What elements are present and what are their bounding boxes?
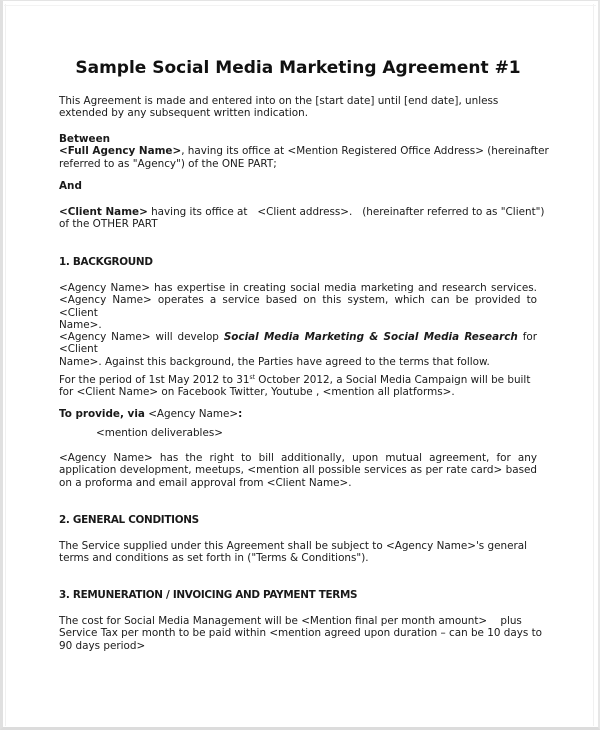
client-party-line: of the OTHER PART: [59, 218, 158, 231]
billing-paragraph: [59, 452, 537, 489]
section-heading-remuneration: 3. REMUNERATION / INVOICING AND PAYMENT TERMS: [59, 589, 358, 601]
text-run: <Agency Name> will develop: [59, 331, 224, 343]
paragraph-line: The Service supplied under this Agreement shall be subject to <Agency Name>'s general: [59, 540, 528, 552]
paragraph-line: <Agency Name> has the right to bill additionally, upon mutual agreement, for any: [59, 452, 537, 464]
between-label: Between: [59, 133, 111, 145]
and-label-block: [59, 180, 537, 192]
ordinal-suffix: st: [249, 374, 255, 381]
document-title: Sample Social Media Marketing Agreement #1: [75, 58, 521, 78]
text-run: October 2012, a Social Media Campaign will be built: [255, 374, 531, 386]
intro-line: extended by any subsequent written indication.: [59, 107, 309, 120]
agency-name-placeholder: <Full Agency Name>: [59, 145, 182, 158]
general-conditions-paragraph: [59, 540, 537, 565]
background-paragraph-2: [59, 331, 537, 368]
page-edge-left: [5, 4, 6, 726]
text-run: For the period of 1st May 2012 to 31: [59, 374, 250, 386]
client-party-text: having its office at <Client address>. (hereinafter referred to as "Client"): [147, 206, 545, 218]
client-name-placeholder: <Client Name>: [59, 206, 148, 218]
text-run: for <Client: [59, 331, 537, 356]
parties-agency: [59, 133, 549, 170]
provide-colon: :: [238, 408, 243, 420]
provide-agency: <Agency Name>: [144, 408, 239, 420]
paragraph-line: Service Tax per month to be paid within <mention agreed upon duration – can be 10 days to: [59, 627, 543, 640]
service-emphasis: Social Media Marketing & Social Media Research: [223, 331, 518, 343]
paragraph-line: <Agency Name> has expertise in creating social media marketing and research services.: [59, 282, 537, 294]
intro-paragraph: [59, 95, 537, 120]
page-edge-top: [4, 5, 596, 6]
client-party-line: [59, 206, 545, 218]
paragraph-line: on a proforma and email approval from <Client Name>.: [59, 476, 352, 489]
parties-client: [59, 206, 545, 231]
provide-via-line: [59, 408, 537, 420]
deliverables-line: [59, 427, 574, 439]
paragraph-line: Name>.: [59, 318, 102, 331]
paragraph-line: [59, 408, 537, 420]
paragraph-line: <Agency Name> operates a service based on this system, which can be provided to <Client: [59, 294, 537, 319]
paragraph-line: Name>. Against this background, the Parties have agreed to the terms that follow.: [59, 355, 490, 368]
provide-label: To provide, via: [59, 408, 145, 420]
paragraph-line: [59, 331, 537, 356]
paragraph-line: 90 days period>: [59, 639, 146, 652]
agency-party-text: , having its office at <Mention Registered Office Address> (hereinafter: [181, 145, 549, 158]
background-paragraph-1: [59, 282, 537, 331]
paragraph-line: [59, 374, 537, 386]
paragraph-line: terms and conditions as set forth in ("Terms & Conditions").: [59, 552, 369, 565]
paragraph-line: application development, meetups, <mention all possible services as per rate card> based: [59, 464, 537, 477]
agency-party-line: referred to as "Agency") of the ONE PART;: [59, 157, 277, 170]
paragraph-line: The cost for Social Media Management will be <Mention final per month amount> plus: [59, 615, 522, 627]
paragraph-line: for <Client Name> on Facebook Twitter, Youtube , <mention all platforms>.: [59, 386, 455, 399]
remuneration-paragraph: [59, 615, 543, 652]
intro-line: This Agreement is made and entered into on the [start date] until [end date], unless: [59, 95, 499, 107]
section-heading-background: 1. BACKGROUND: [59, 256, 153, 268]
agency-party-line: [59, 145, 549, 158]
deliverables-placeholder: <mention deliverables>: [96, 427, 223, 439]
and-label: And: [59, 180, 82, 192]
section-heading-general-conditions: 2. GENERAL CONDITIONS: [59, 514, 199, 526]
campaign-period-paragraph: [59, 374, 537, 399]
page-edge-right: [593, 4, 594, 726]
